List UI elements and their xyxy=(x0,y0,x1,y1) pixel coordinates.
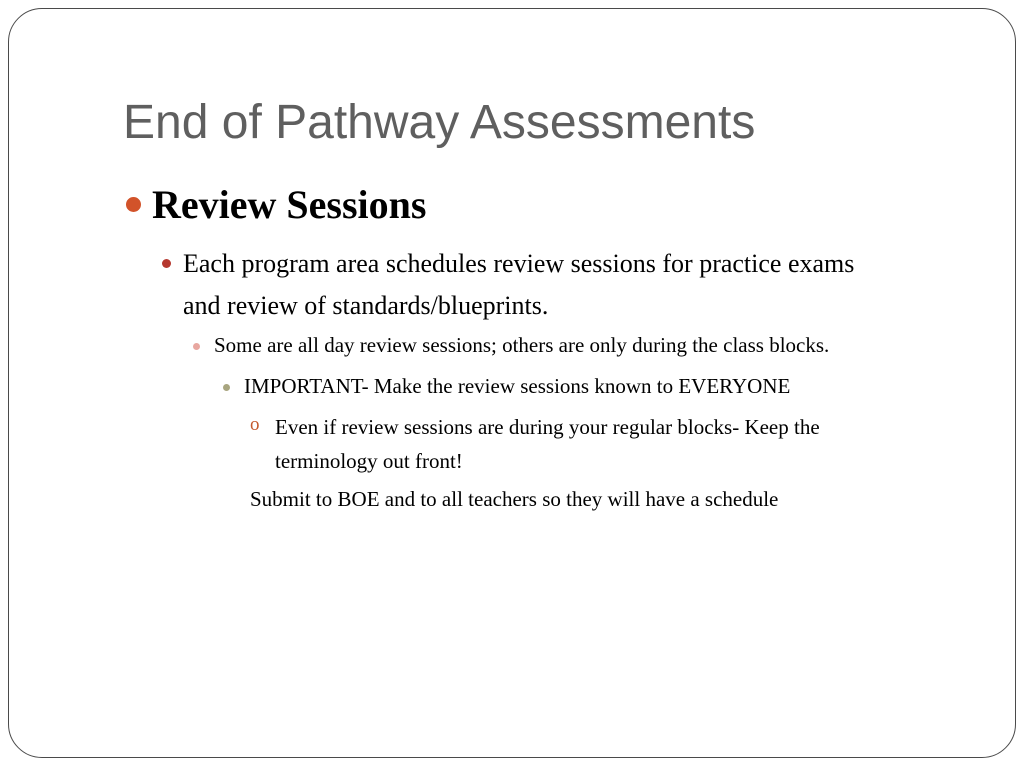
slide-title: End of Pathway Assessments xyxy=(123,96,756,149)
level3-bullet-text: Some are all day review sessions; others are only during the class blocks. xyxy=(214,333,830,357)
level4-bullet-text: IMPORTANT- Make the review sessions known to EVERYONE xyxy=(244,374,791,398)
submit-note-text: Submit to BOE and to all teachers so they will have a schedule xyxy=(250,487,779,511)
level1-bullet-dot xyxy=(126,197,141,212)
level2-bullet-text-line2: and review of standards/blueprints. xyxy=(183,291,549,320)
level1-bullet-text: Review Sessions xyxy=(152,182,427,227)
slide-frame xyxy=(8,8,1016,758)
level3-bullet-dot xyxy=(193,343,200,350)
level4-bullet-dot xyxy=(223,384,230,391)
level5-bullet-text-line1: Even if review sessions are during your regular blocks- Keep the xyxy=(275,415,820,439)
level5-bullet-marker: o xyxy=(250,414,260,435)
level5-bullet-text-line2: terminology out front! xyxy=(275,449,463,473)
level2-bullet-dot xyxy=(162,259,171,268)
level2-bullet-text-line1: Each program area schedules review sessions for practice exams xyxy=(183,249,855,278)
